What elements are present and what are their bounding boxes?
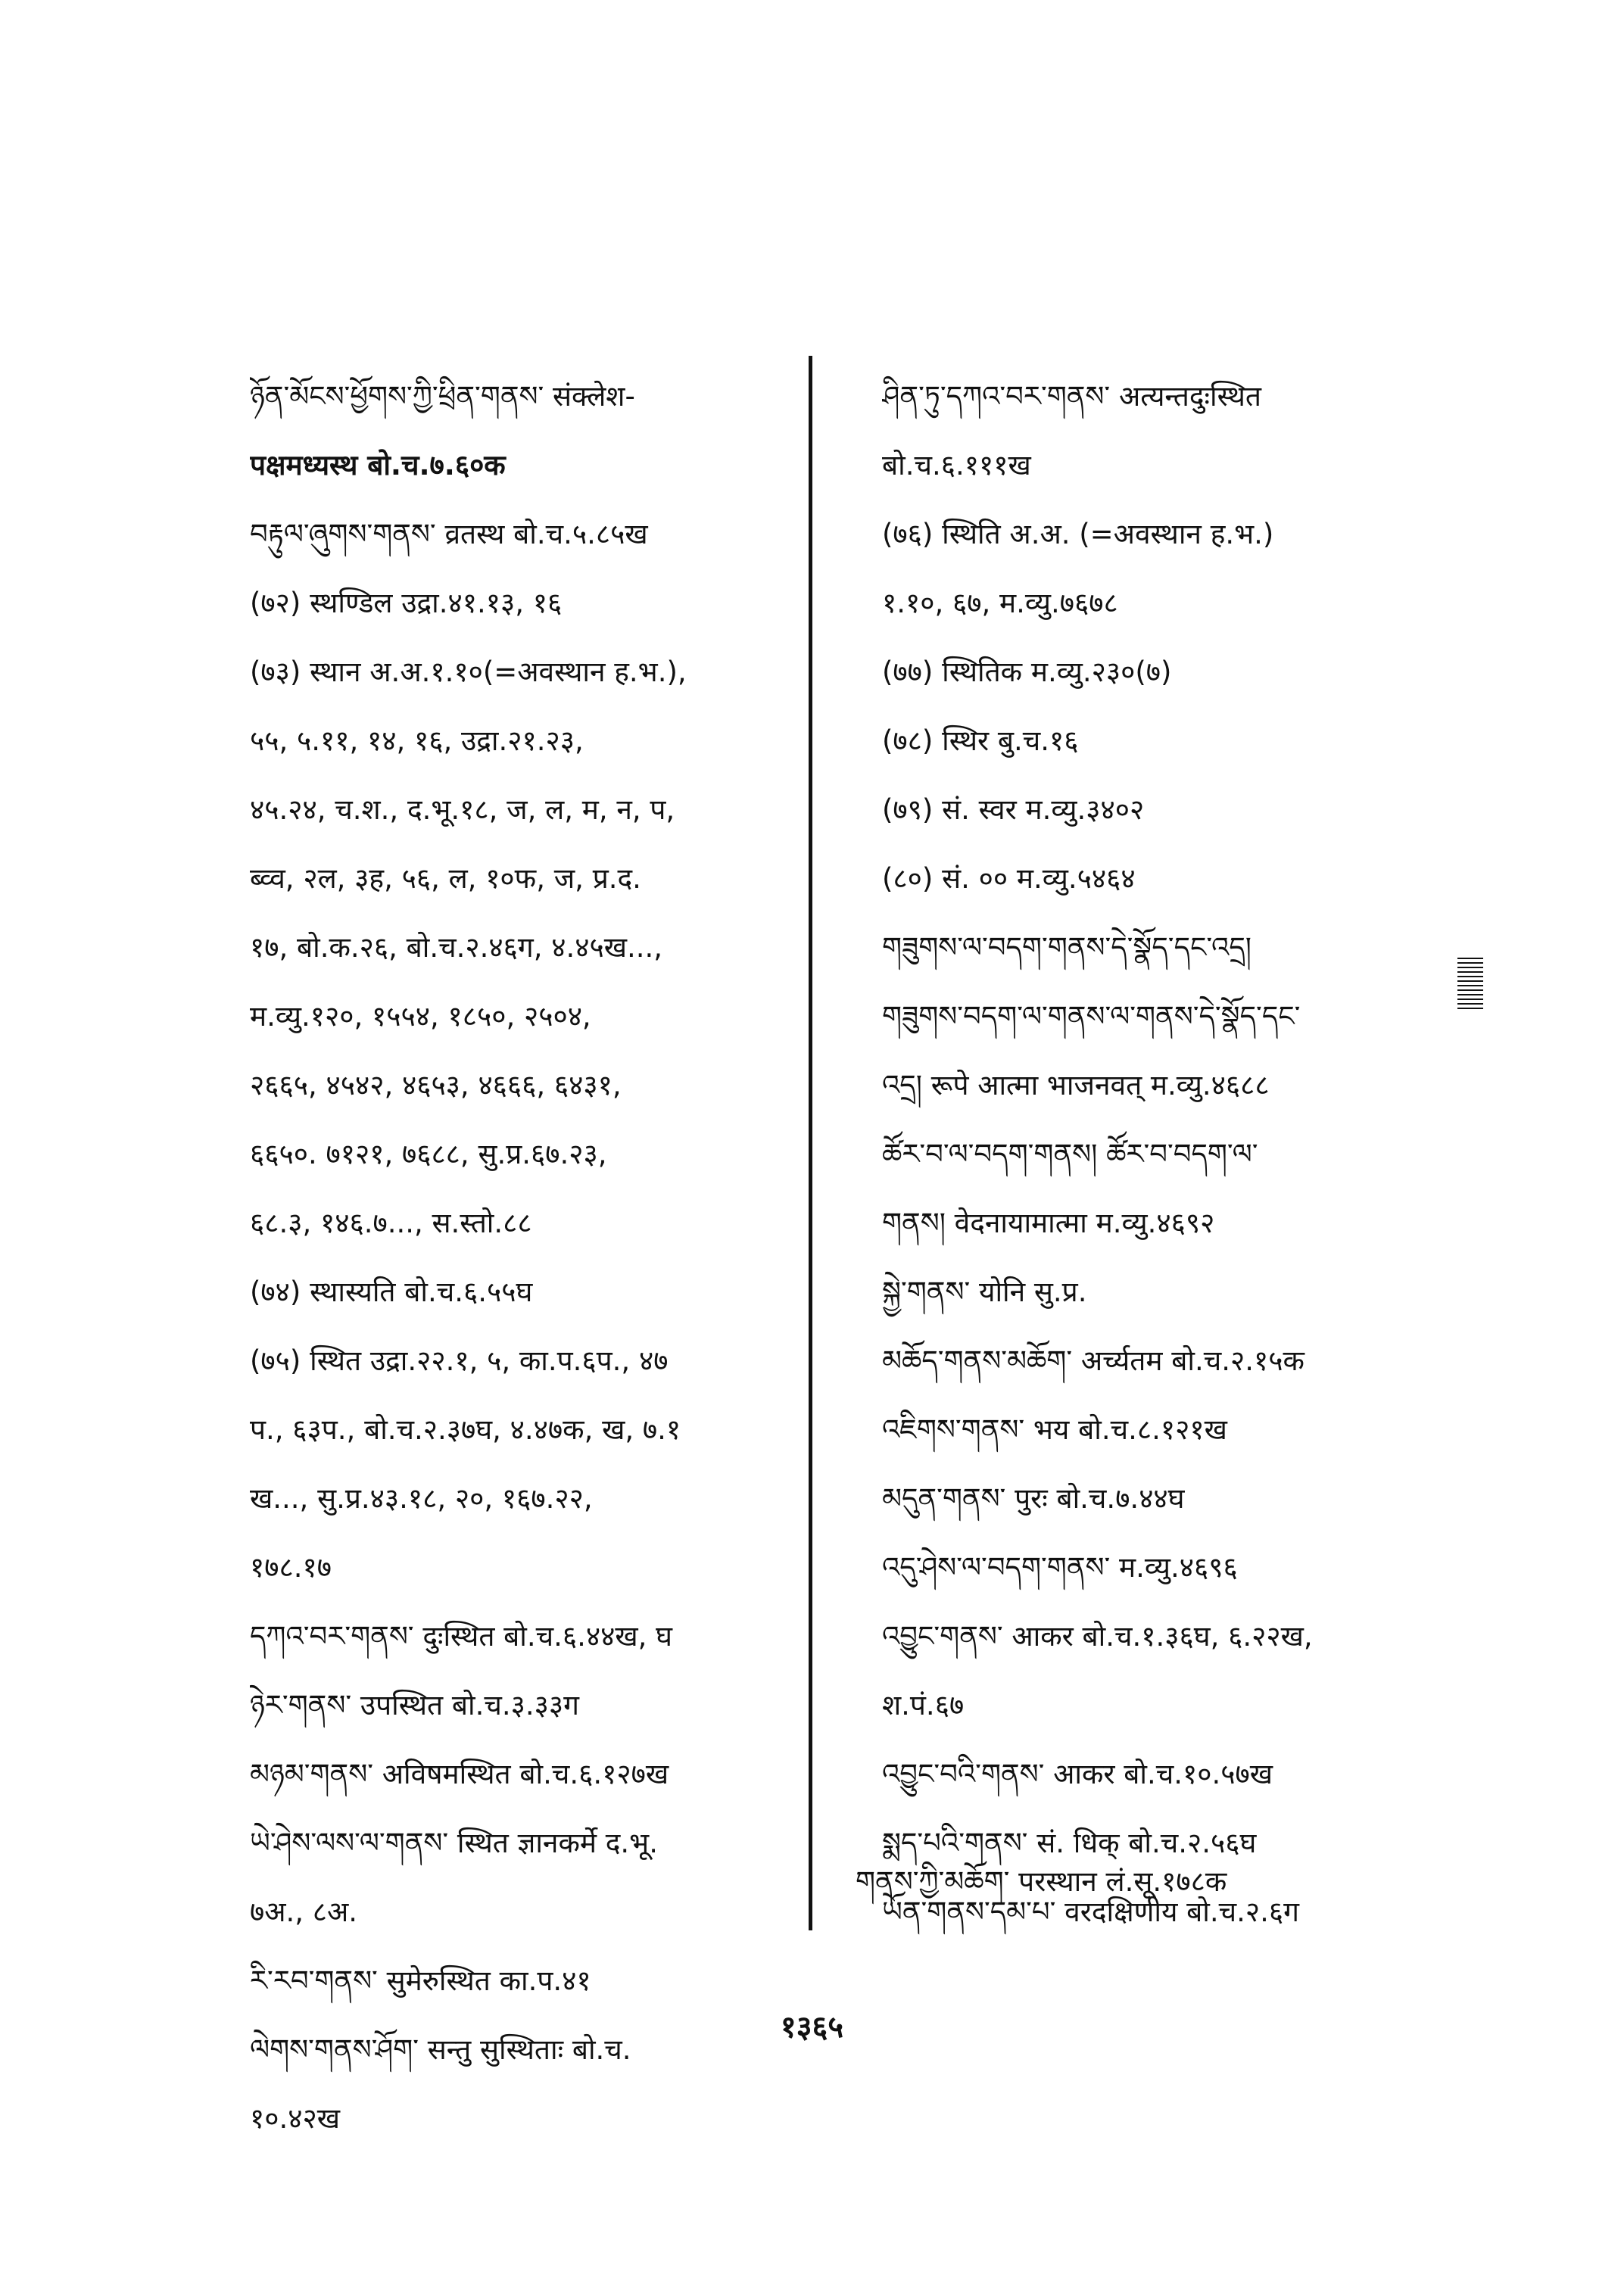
entry-line: (७८) स्थिर बु.च.१६ — [882, 724, 1079, 757]
entry-line: ཤིན་ཏུ་དཀའ་བར་གནས་ अत्यन्तदुःस्थित — [882, 380, 1261, 413]
entry-line: १.१०, ६७, म.व्यु.७६७८ — [882, 587, 1118, 619]
entry-line: འབྱུང་བའི་གནས་ आकर बो.च.१०.५७ख — [882, 1758, 1273, 1790]
entry-line: (७४) स्थास्यति बो.च.६.५५घ — [250, 1276, 533, 1308]
margin-scan-mark — [1457, 958, 1483, 1009]
entry-line: ཚོར་བ་ལ་བདག་གནས། ཚོར་བ་བདག་ལ་ — [882, 1138, 1258, 1170]
entry-line: ཉེར་གནས་ उपस्थित बो.च.३.३३ग — [250, 1689, 579, 1721]
entry-line: གཟུགས་ལ་བདག་གནས་དེ་སྣོད་དང་འདྲ། — [882, 931, 1252, 964]
entry-line: (७५) स्थित उद्रा.२२.१, ५, का.प.६प., ४७ — [250, 1344, 669, 1377]
entry-line: འདྲ། रूपे आत्मा भाजनवत् म.व्यु.४६८८ — [882, 1069, 1270, 1101]
entry-line: ४५.२४, च.श., द.भू.१८, ज, ल, म, न, प, — [250, 793, 675, 826]
entry-line: མཉམ་གནས་ अविषमस्थित बो.च.६.१२७ख — [250, 1758, 669, 1790]
entry-line: ཡེ་ཤེས་ལས་ལ་གནས་ स्थित ज्ञानकर्मे द.भू. — [250, 1827, 658, 1859]
entry-line: མཆོད་གནས་མཆོག་ अर्च्यतम बो.च.२.१५क — [882, 1344, 1304, 1377]
entry-line: ६६५०. ७१२१, ७६८८, सु.प्र.६७.२३, — [250, 1138, 607, 1170]
right-column — [882, 362, 1480, 1946]
entry-line: ब्व्व, २ल, ३ह, ५६, ल, १०फ, ज, प्र.द. — [250, 862, 641, 895]
entry-line: འཇིགས་གནས་ भय बो.च.८.१२१ख — [882, 1413, 1227, 1446]
entry-line: १०.४२ख — [250, 2102, 340, 2135]
column-divider — [809, 356, 812, 1930]
entry-line: ཉོན་མོངས་ཕྱོགས་ཀྱི་ཕྲིན་གནས་ संक्लेश- — [250, 380, 635, 413]
entry-line: ख..., सु.प्र.४३.१८, २०, १६७.२२, — [250, 1482, 593, 1515]
entry-line: མདུན་གནས་ पुरः बो.च.७.४४घ — [882, 1482, 1185, 1515]
entry-line: ५५, ५.११, १४, १६, उद्रा.२१.२३, — [250, 724, 584, 757]
entry-line: (७६) स्थिति अ.अ. (=अवस्थान ह.भ.) — [882, 518, 1274, 550]
left-column — [250, 362, 825, 2153]
entry-line: (७९) सं. स्वर म.व्यु.३४०२ — [882, 793, 1145, 826]
entry-line: श.पं.६७ — [882, 1689, 965, 1721]
entry-line: དཀའ་བར་གནས་ दुःस्थित बो.च.६.४४ख, घ — [250, 1620, 673, 1653]
entry-line: (७७) स्थितिक म.व्यु.२३०(७) — [882, 656, 1172, 688]
entry-line: གནས། वेदनायामात्मा म.व्यु.४६९२ — [882, 1207, 1215, 1239]
entry-line: ཡོན་གནས་དམ་པ་ वरदक्षिणीय बो.च.२.६ग — [882, 1896, 1299, 1928]
entry-line: འདུ་ཤེས་ལ་བདག་གནས་ म.व्यु.४६९६ — [882, 1551, 1238, 1584]
page-number: १३६५ — [780, 2010, 844, 2045]
entry-line: སྨད་པའི་གནས་ सं. धिक् बो.च.२.५६घ — [882, 1827, 1257, 1859]
entry-line: ६८.३, १४६.७..., स.स्तो.८८ — [250, 1207, 532, 1239]
entry-line: २६६५, ४५४२, ४६५३, ४६६६, ६४३१, — [250, 1069, 622, 1101]
entry-line: पक्षमध्यस्थ बो.च.७.६०क — [250, 449, 506, 481]
entry-line: (८०) सं. ०० म.व्यु.५४६४ — [882, 862, 1136, 895]
entry-line-last: གནས་ཀྱི་མཆོག་ परस्थान लं.सू.१७८क — [856, 1865, 1227, 1898]
entry-line: प., ६३प., बो.च.२.३७घ, ४.४७क, ख, ७.१ — [250, 1413, 681, 1446]
entry-line: बो.च.६.१११ख — [882, 449, 1031, 481]
entry-line: १७८.१७ — [250, 1551, 332, 1584]
entry-line: ७अ., ८अ. — [250, 1896, 358, 1928]
entry-line: (७२) स्थण्डिल उद्रा.४१.१३, १६ — [250, 587, 563, 619]
entry-line: ལེགས་གནས་ཤོག་ सन्तु सुस्थिताः बो.च. — [250, 2033, 631, 2066]
entry-line: १७, बो.क.२६, बो.च.२.४६ग, ४.४५ख..., — [250, 931, 663, 964]
entry-line: གཟུགས་བདག་ལ་གནས་ལ་གནས་དེ་སྣོད་དང་ — [882, 1000, 1301, 1033]
entry-line: རི་རབ་གནས་ सुमेरुस्थित का.प.४१ — [250, 1964, 591, 1997]
entry-line: म.व्यु.१२०, १५५४, १८५०, २५०४, — [250, 1000, 591, 1033]
entry-line: (७३) स्थान अ.अ.१.१०(=अवस्थान ह.भ.), — [250, 656, 687, 688]
entry-line: སྐྱེ་གནས་ योनि सु.प्र. — [882, 1276, 1087, 1308]
entry-line: བརྟུལ་ཞུགས་གནས་ व्रतस्थ बो.च.५.८५ख — [250, 518, 648, 550]
entry-line: འབྱུང་གནས་ आकर बो.च.१.३६घ, ६.२२ख, — [882, 1620, 1313, 1653]
